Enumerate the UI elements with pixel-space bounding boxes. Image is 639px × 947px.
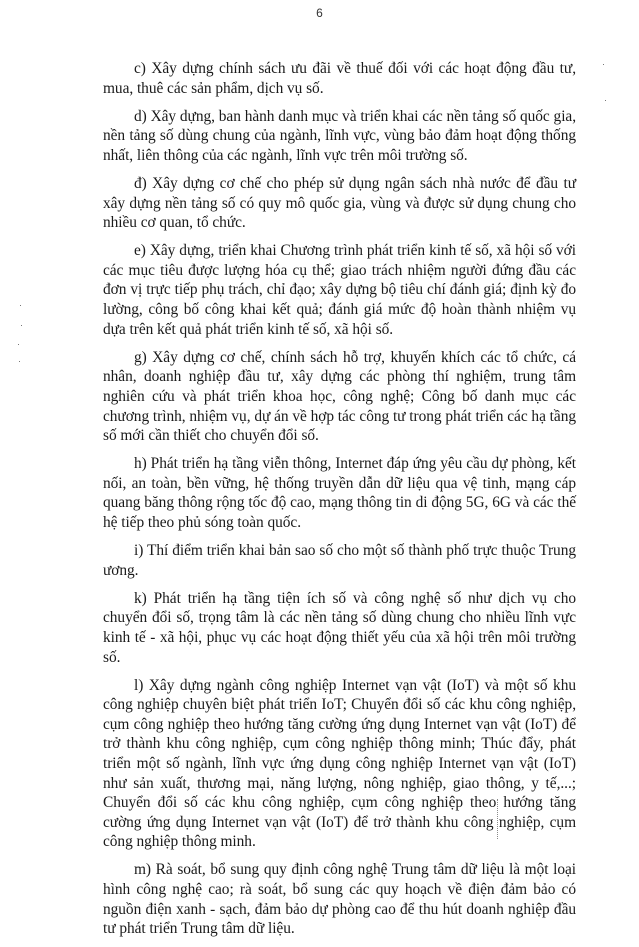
paragraph-h: h) Phát triển hạ tầng viễn thông, Internet đáp ứng yêu cầu dự phòng, kết nối, an toàn, bền vững, hệ thống truyền dẫn dữ liệu qua vệ tinh, mạng cáp quang băng thông rộng tốc độ cao, mạng thông tin di động 5G, 6G và các thế hệ tiếp theo phủ sóng toàn quốc. bbox=[103, 455, 576, 531]
scan-dotted-line bbox=[497, 799, 499, 839]
paragraph-dd: đ) Xây dựng cơ chế cho phép sử dụng ngân sách nhà nước để đầu tư xây dựng nền tảng số có quy mô quốc gia, vùng và được sử dụng chung cho nhiều cơ quan, tổ chức. bbox=[103, 174, 576, 232]
page-number: 6 bbox=[316, 6, 323, 20]
document-body bbox=[103, 59, 576, 947]
paragraph-g: g) Xây dựng cơ chế, chính sách hỗ trợ, khuyến khích các tổ chức, cá nhân, doanh nghiệp đầu tư, xây dựng các phòng thí nghiệm, trung tâm nghiên cứu và phát triển khoa học, công nghệ; Công bố danh mục các chương trình, nhiệm vụ, dự án về hợp tác công tư trong phát triển các hạ tầng số mới cần thiết cho chuyển đổi số. bbox=[103, 348, 576, 445]
scan-speck bbox=[18, 344, 19, 345]
scan-speck bbox=[605, 100, 606, 101]
paragraph-m: m) Rà soát, bổ sung quy định công nghệ Trung tâm dữ liệu là một loại hình công nghệ cao; rà soát, bổ sung các quy hoạch về điện đảm bảo có nguồn điện xanh - sạch, đảm bảo dự phòng cao để thu hút doanh nghiệp đầu tư phát triển Trung tâm dữ liệu. bbox=[103, 861, 576, 938]
scan-speck bbox=[21, 325, 22, 326]
scan-speck bbox=[20, 305, 21, 306]
paragraph-l: l) Xây dựng ngành công nghiệp Internet vạn vật (IoT) và một số khu công nghiệp chuyên biệt phát triển IoT; Chuyển đổi số các khu công nghiệp, cụm công nghiệp theo hướng tăng cường ứng dụng Internet vạn vật (IoT) để trở thành khu công nghiệp, cụm công nghiệp thông minh; Thúc đẩy, phát triển một số ngành, lĩnh vực ứng dụng công nghiệp Internet vạn vật (IoT) như sản xuất, thương mại, năng lượng, nông nghiệp, giao thông, y tế,...; Chuyển đổi số các khu công nghiệp, cụm công nghiệp theo hướng tăng cường ứng dụng Internet vạn vật (IoT) để trở thành khu công nghiệp, cụm công nghiệp thông minh. bbox=[103, 676, 576, 851]
paragraph-d: d) Xây dựng, ban hành danh mục và triển khai các nền tảng số quốc gia, nền tảng số dùng chung của ngành, lĩnh vực, vùng bảo đảm hoạt động thống nhất, liên thông của các ngành, lĩnh vực trên môi trường số. bbox=[103, 107, 576, 164]
scan-speck bbox=[603, 64, 604, 65]
paragraph-c: c) Xây dựng chính sách ưu đãi về thuế đối với các hoạt động đầu tư, mua, thuê các sản phẩm, dịch vụ số. bbox=[103, 60, 576, 97]
paragraph-i: i) Thí điểm triển khai bản sao số cho một số thành phố trực thuộc Trung ương. bbox=[103, 542, 576, 579]
paragraph-k: k) Phát triển hạ tầng tiện ích số và công nghệ số như dịch vụ cho chuyển đổi số, trọng tâm là các nền tảng số dùng chung cho nhiều lĩnh vực kinh tế - xã hội, phục vụ các hoạt động thiết yếu của xã hội trên môi trường số. bbox=[103, 589, 576, 666]
paragraph-e: e) Xây dựng, triển khai Chương trình phát triển kinh tế số, xã hội số với các mục tiêu được lượng hóa cụ thể; giao trách nhiệm người đứng đầu các đơn vị trực tiếp phụ trách, chỉ đạo; xây dựng bộ tiêu chí đánh giá; định kỳ đo lường, công bố công khai kết quả; đánh giá mức độ hoàn thành nhiệm vụ dựa trên kết quả phát triển kinh tế số, xã hội số. bbox=[103, 242, 576, 338]
scan-speck bbox=[19, 361, 20, 362]
